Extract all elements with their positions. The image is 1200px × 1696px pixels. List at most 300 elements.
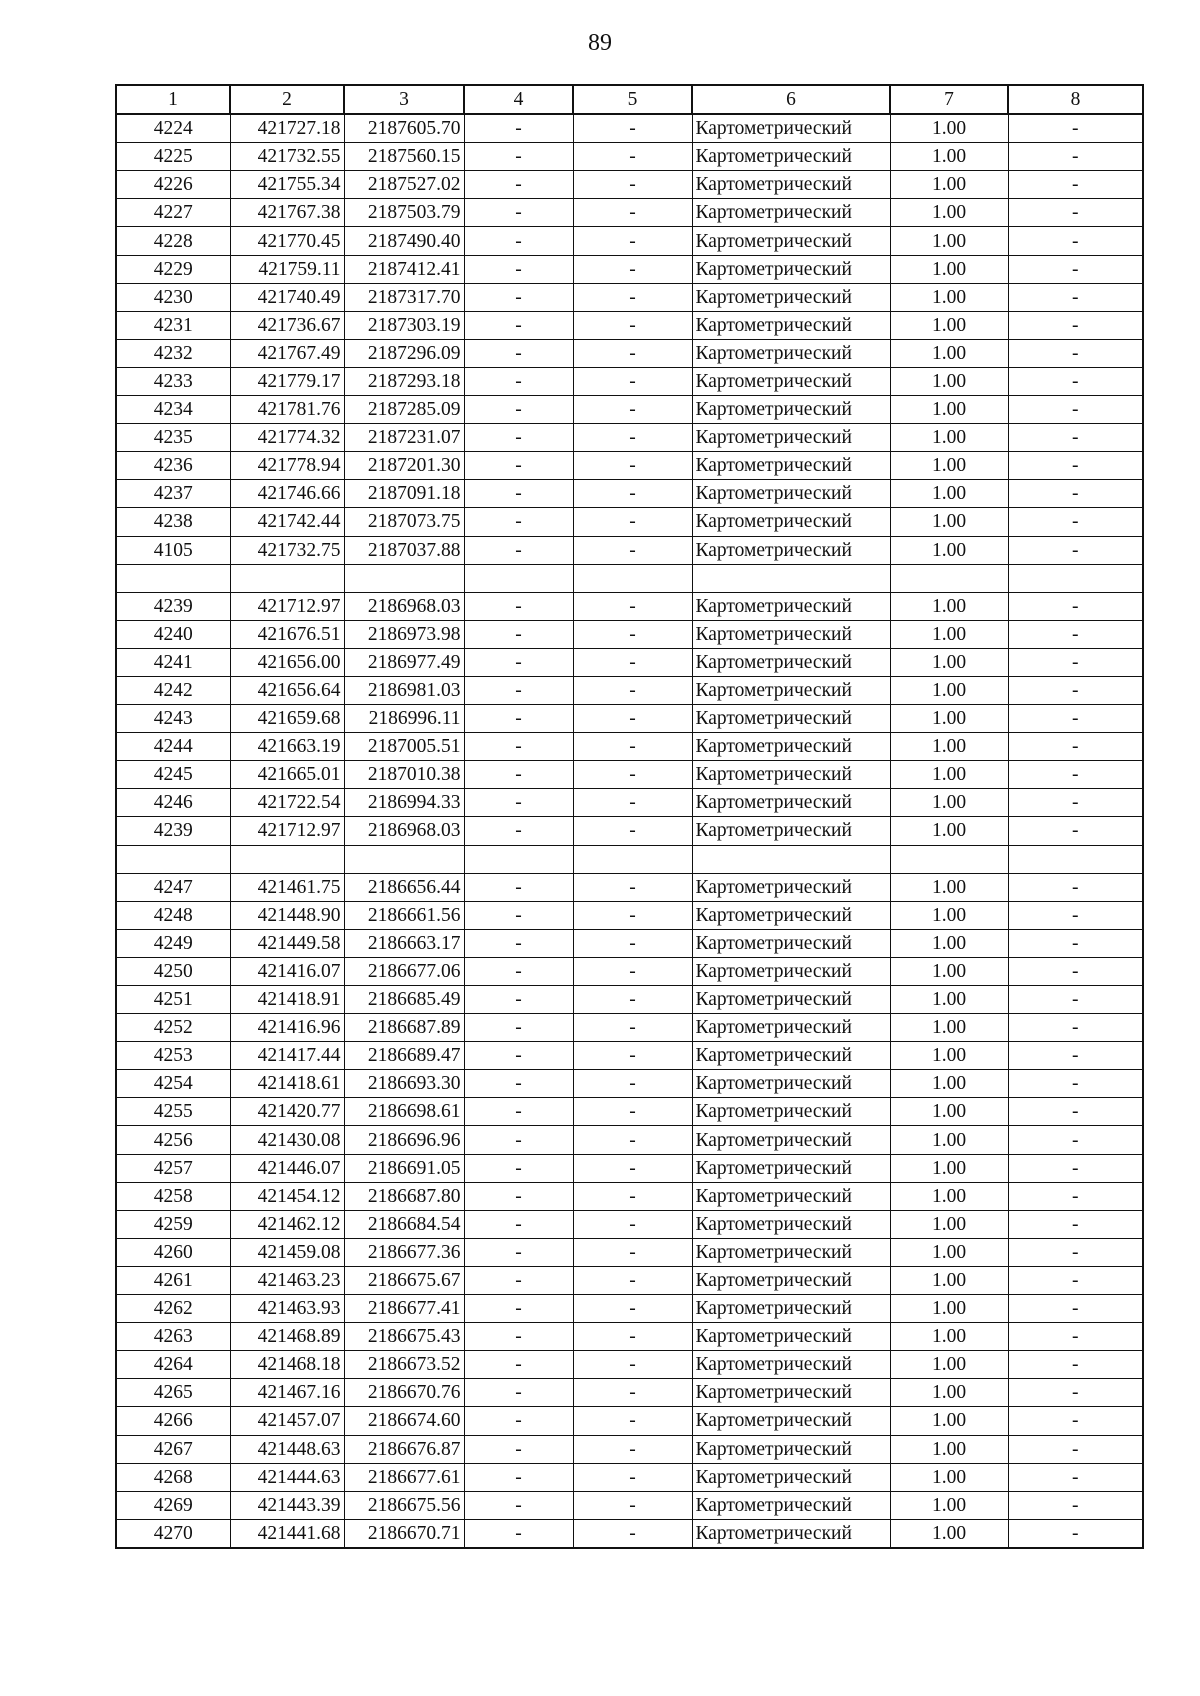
table-cell-col-8: - — [1008, 255, 1143, 283]
table-cell-col-8: - — [1008, 283, 1143, 311]
table-cell-col-5: - — [573, 1210, 692, 1238]
table-row — [116, 1407, 1143, 1435]
table-cell-col-5: - — [573, 508, 692, 536]
table-cell-col-8: - — [1008, 339, 1143, 367]
table-cell-col-3: 2186675.56 — [344, 1491, 464, 1519]
table-cell-col-7: 1.00 — [890, 1379, 1008, 1407]
table-cell-col-6: Картометрический — [692, 648, 890, 676]
table-cell-col-8: - — [1008, 648, 1143, 676]
table-cell-col-8: - — [1008, 480, 1143, 508]
table-cell-col-1: 4231 — [116, 311, 230, 339]
table-cell-col-2: 421676.51 — [230, 620, 344, 648]
table-cell-col-3: 2186675.67 — [344, 1266, 464, 1294]
table-cell-col-6: Картометрический — [692, 199, 890, 227]
table-cell-col-1: 4270 — [116, 1519, 230, 1548]
table-cell-col-3: 2186674.60 — [344, 1407, 464, 1435]
table-cell-col-5: - — [573, 733, 692, 761]
table-cell-col-4: - — [464, 171, 573, 199]
table-cell-col-1: 4235 — [116, 424, 230, 452]
table-row — [116, 1351, 1143, 1379]
table-cell-col-1: 4257 — [116, 1154, 230, 1182]
table-cell-col-4: - — [464, 227, 573, 255]
table-cell-col-7: 1.00 — [890, 480, 1008, 508]
table-cell-col-7: 1.00 — [890, 817, 1008, 845]
table-cell-col-3: 2186670.71 — [344, 1519, 464, 1548]
table-cell-col-6: Картометрический — [692, 1126, 890, 1154]
table-row — [116, 1379, 1143, 1407]
table-cell-col-3: 2186675.43 — [344, 1323, 464, 1351]
table-cell-col-6: Картометрический — [692, 114, 890, 143]
table-cell-col-8: - — [1008, 171, 1143, 199]
table-row — [116, 171, 1143, 199]
table-cell-col-6: Картометрический — [692, 143, 890, 171]
table-row — [116, 705, 1143, 733]
table-cell-col-1: 4241 — [116, 648, 230, 676]
table-cell-col-6: Картометрический — [692, 929, 890, 957]
table-cell-col-5: - — [573, 255, 692, 283]
table-cell-col-8: - — [1008, 1210, 1143, 1238]
table-cell-col-8: - — [1008, 1182, 1143, 1210]
table-cell-col-5: - — [573, 1463, 692, 1491]
table-cell-col-4: - — [464, 1210, 573, 1238]
table-cell-col-8: - — [1008, 143, 1143, 171]
table-cell-col-5: - — [573, 676, 692, 704]
table-cell-col-3: 2186689.47 — [344, 1042, 464, 1070]
table-cell-col-7: 1.00 — [890, 761, 1008, 789]
table-cell-col-5: - — [573, 986, 692, 1014]
table-cell-col-5: - — [573, 620, 692, 648]
page-number: 89 — [588, 30, 612, 56]
table-cell-col-3: 2186677.36 — [344, 1238, 464, 1266]
table-cell-col-7: 1.00 — [890, 1295, 1008, 1323]
table-cell-col-1: 4258 — [116, 1182, 230, 1210]
table-cell-col-7: 1.00 — [890, 114, 1008, 143]
table-cell-col-8: - — [1008, 114, 1143, 143]
table-cell-col-7: 1.00 — [890, 1014, 1008, 1042]
table-cell-col-2: 421774.32 — [230, 424, 344, 452]
table-cell-col-5: - — [573, 311, 692, 339]
table-cell-col-5 — [573, 564, 692, 592]
table-cell-col-3: 2186693.30 — [344, 1070, 464, 1098]
table-row — [116, 1238, 1143, 1266]
table-cell-col-6: Картометрический — [692, 424, 890, 452]
table-cell-col-6: Картометрический — [692, 733, 890, 761]
table-cell-col-5: - — [573, 648, 692, 676]
table-cell-col-7: 1.00 — [890, 536, 1008, 564]
table-cell-col-4: - — [464, 1182, 573, 1210]
table-cell-col-6: Картометрический — [692, 1014, 890, 1042]
table-row — [116, 1154, 1143, 1182]
table-cell-col-6: Картометрический — [692, 986, 890, 1014]
table-cell-col-1: 4264 — [116, 1351, 230, 1379]
table-cell-col-7: 1.00 — [890, 367, 1008, 395]
table-row — [116, 845, 1143, 873]
table-cell-col-2: 421461.75 — [230, 873, 344, 901]
table-cell-col-6: Картометрический — [692, 592, 890, 620]
table-cell-col-5: - — [573, 957, 692, 985]
table-cell-col-6: Картометрический — [692, 452, 890, 480]
table-cell-col-4: - — [464, 199, 573, 227]
table-cell-col-1: 4236 — [116, 452, 230, 480]
table-cell-col-6: Картометрический — [692, 676, 890, 704]
table-cell-col-7: 1.00 — [890, 1070, 1008, 1098]
table-cell-col-6 — [692, 564, 890, 592]
table-cell-col-8: - — [1008, 817, 1143, 845]
table-cell-col-2: 421742.44 — [230, 508, 344, 536]
table-cell-col-7: 1.00 — [890, 1098, 1008, 1126]
table-cell-col-7: 1.00 — [890, 620, 1008, 648]
table-row — [116, 199, 1143, 227]
table-cell-col-2: 421459.08 — [230, 1238, 344, 1266]
table-cell-col-4: - — [464, 648, 573, 676]
table-row — [116, 929, 1143, 957]
table-cell-col-7: 1.00 — [890, 143, 1008, 171]
table-cell-col-7: 1.00 — [890, 676, 1008, 704]
table-cell-col-5: - — [573, 1519, 692, 1548]
table-cell-col-3: 2186661.56 — [344, 901, 464, 929]
table-cell-col-7: 1.00 — [890, 901, 1008, 929]
table-cell-col-1 — [116, 845, 230, 873]
table-cell-col-6: Картометрический — [692, 873, 890, 901]
table-cell-col-7: 1.00 — [890, 648, 1008, 676]
table-row — [116, 620, 1143, 648]
table-cell-col-1: 4251 — [116, 986, 230, 1014]
table-cell-col-8 — [1008, 845, 1143, 873]
table-cell-col-2: 421430.08 — [230, 1126, 344, 1154]
table-cell-col-3: 2187317.70 — [344, 283, 464, 311]
table-cell-col-8: - — [1008, 986, 1143, 1014]
table-cell-col-7: 1.00 — [890, 396, 1008, 424]
table-cell-col-4: - — [464, 114, 573, 143]
table-cell-col-2: 421463.93 — [230, 1295, 344, 1323]
table-cell-col-1: 4239 — [116, 592, 230, 620]
table-cell-col-5: - — [573, 817, 692, 845]
table-cell-col-8: - — [1008, 957, 1143, 985]
table-cell-col-6: Картометрический — [692, 1210, 890, 1238]
table-row — [116, 114, 1143, 143]
table-cell-col-6: Картометрический — [692, 1182, 890, 1210]
table-cell-col-7: 1.00 — [890, 311, 1008, 339]
table-cell-col-2: 421446.07 — [230, 1154, 344, 1182]
table-cell-col-7: 1.00 — [890, 1463, 1008, 1491]
table-row — [116, 648, 1143, 676]
column-header: 1 — [116, 85, 230, 114]
table-cell-col-4: - — [464, 705, 573, 733]
table-cell-col-8: - — [1008, 452, 1143, 480]
table-cell-col-2: 421732.75 — [230, 536, 344, 564]
table-cell-col-2: 421462.12 — [230, 1210, 344, 1238]
table-cell-col-1: 4247 — [116, 873, 230, 901]
table-cell-col-4: - — [464, 1014, 573, 1042]
table-cell-col-2: 421727.18 — [230, 114, 344, 143]
table-cell-col-5: - — [573, 339, 692, 367]
table-cell-col-1: 4105 — [116, 536, 230, 564]
table-cell-col-1: 4240 — [116, 620, 230, 648]
table-row — [116, 396, 1143, 424]
table-row — [116, 536, 1143, 564]
table-cell-col-4: - — [464, 508, 573, 536]
table-cell-col-3: 2187560.15 — [344, 143, 464, 171]
table-cell-col-7: 1.00 — [890, 733, 1008, 761]
table-cell-col-7: 1.00 — [890, 199, 1008, 227]
table-cell-col-5: - — [573, 171, 692, 199]
table-cell-col-8: - — [1008, 873, 1143, 901]
table-cell-col-8: - — [1008, 676, 1143, 704]
table-row — [116, 1323, 1143, 1351]
table-cell-col-3: 2186677.06 — [344, 957, 464, 985]
table-cell-col-1: 4224 — [116, 114, 230, 143]
table-cell-col-3 — [344, 845, 464, 873]
table-cell-col-7: 1.00 — [890, 957, 1008, 985]
table-cell-col-8: - — [1008, 1379, 1143, 1407]
table-cell-col-1: 4265 — [116, 1379, 230, 1407]
table-cell-col-3: 2187293.18 — [344, 367, 464, 395]
table-cell-col-8: - — [1008, 367, 1143, 395]
table-cell-col-4: - — [464, 1463, 573, 1491]
table-cell-col-7: 1.00 — [890, 1238, 1008, 1266]
table-cell-col-2: 421420.77 — [230, 1098, 344, 1126]
table-cell-col-1 — [116, 564, 230, 592]
table-cell-col-5: - — [573, 199, 692, 227]
table-cell-col-3: 2187285.09 — [344, 396, 464, 424]
table-cell-col-2: 421732.55 — [230, 143, 344, 171]
table-cell-col-8: - — [1008, 592, 1143, 620]
table-cell-col-4: - — [464, 339, 573, 367]
table-row — [116, 1435, 1143, 1463]
table-cell-col-2: 421767.49 — [230, 339, 344, 367]
table-cell-col-4: - — [464, 452, 573, 480]
table-cell-col-8: - — [1008, 508, 1143, 536]
table-row — [116, 508, 1143, 536]
column-header: 7 — [890, 85, 1008, 114]
table-cell-col-7: 1.00 — [890, 1154, 1008, 1182]
table-cell-col-3: 2187231.07 — [344, 424, 464, 452]
table-cell-col-5: - — [573, 143, 692, 171]
table-cell-col-8: - — [1008, 1435, 1143, 1463]
table-cell-col-8: - — [1008, 789, 1143, 817]
table-cell-col-6: Картометрический — [692, 283, 890, 311]
table-cell-col-5: - — [573, 789, 692, 817]
table-cell-col-1: 4253 — [116, 1042, 230, 1070]
table-cell-col-6: Картометрический — [692, 1266, 890, 1294]
table-cell-col-7: 1.00 — [890, 227, 1008, 255]
table-cell-col-7 — [890, 845, 1008, 873]
table-cell-col-8: - — [1008, 536, 1143, 564]
table-cell-col-3: 2187091.18 — [344, 480, 464, 508]
table-row — [116, 761, 1143, 789]
table-row — [116, 311, 1143, 339]
table-cell-col-4: - — [464, 1435, 573, 1463]
table-cell-col-6: Картометрический — [692, 901, 890, 929]
table-cell-col-5 — [573, 845, 692, 873]
table-cell-col-5: - — [573, 396, 692, 424]
table-cell-col-8: - — [1008, 396, 1143, 424]
table-cell-col-3: 2187037.88 — [344, 536, 464, 564]
table-cell-col-8: - — [1008, 1042, 1143, 1070]
table-cell-col-6: Картометрический — [692, 761, 890, 789]
table-cell-col-4: - — [464, 1295, 573, 1323]
table-cell-col-2: 421468.89 — [230, 1323, 344, 1351]
table-cell-col-7: 1.00 — [890, 1435, 1008, 1463]
table-row — [116, 817, 1143, 845]
table-cell-col-6: Картометрический — [692, 1491, 890, 1519]
table-cell-col-2: 421656.00 — [230, 648, 344, 676]
table-cell-col-5: - — [573, 1042, 692, 1070]
table-cell-col-1: 4243 — [116, 705, 230, 733]
table-cell-col-8: - — [1008, 929, 1143, 957]
table-cell-col-1: 4225 — [116, 143, 230, 171]
table-cell-col-1: 4233 — [116, 367, 230, 395]
table-cell-col-5: - — [573, 705, 692, 733]
table-cell-col-8: - — [1008, 733, 1143, 761]
table-row — [116, 1519, 1143, 1548]
table-cell-col-6: Картометрический — [692, 1154, 890, 1182]
column-header: 5 — [573, 85, 692, 114]
table-cell-col-4: - — [464, 1070, 573, 1098]
table-cell-col-2: 421418.91 — [230, 986, 344, 1014]
column-header: 2 — [230, 85, 344, 114]
table-cell-col-7: 1.00 — [890, 339, 1008, 367]
table-cell-col-7: 1.00 — [890, 508, 1008, 536]
table-cell-col-8: - — [1008, 227, 1143, 255]
table-cell-col-6: Картометрический — [692, 957, 890, 985]
table-cell-col-5: - — [573, 1435, 692, 1463]
table-cell-col-5: - — [573, 480, 692, 508]
table-cell-col-4: - — [464, 255, 573, 283]
table-cell-col-7: 1.00 — [890, 1519, 1008, 1548]
table-cell-col-1: 4238 — [116, 508, 230, 536]
table-cell-col-4: - — [464, 1098, 573, 1126]
table-cell-col-2: 421755.34 — [230, 171, 344, 199]
table-row — [116, 143, 1143, 171]
table-cell-col-1: 4250 — [116, 957, 230, 985]
table-cell-col-8: - — [1008, 1463, 1143, 1491]
table-cell-col-8 — [1008, 564, 1143, 592]
table-cell-col-5: - — [573, 1126, 692, 1154]
table-cell-col-4: - — [464, 536, 573, 564]
table-row — [116, 1210, 1143, 1238]
table-cell-col-6: Картометрический — [692, 705, 890, 733]
table-cell-col-3: 2186673.52 — [344, 1351, 464, 1379]
table-cell-col-5: - — [573, 1098, 692, 1126]
table-cell-col-5: - — [573, 592, 692, 620]
table-row — [116, 1014, 1143, 1042]
table-cell-col-3: 2186968.03 — [344, 592, 464, 620]
table-cell-col-6: Картометрический — [692, 1407, 890, 1435]
table-cell-col-2: 421712.97 — [230, 592, 344, 620]
table-cell-col-2: 421467.16 — [230, 1379, 344, 1407]
table-cell-col-3: 2186670.76 — [344, 1379, 464, 1407]
table-cell-col-5: - — [573, 1182, 692, 1210]
table-cell-col-7: 1.00 — [890, 1126, 1008, 1154]
table-cell-col-2: 421416.96 — [230, 1014, 344, 1042]
table-cell-col-6: Картометрический — [692, 817, 890, 845]
table-cell-col-4: - — [464, 1238, 573, 1266]
table-cell-col-5: - — [573, 1351, 692, 1379]
table-cell-col-7: 1.00 — [890, 1182, 1008, 1210]
table-cell-col-3: 2186677.41 — [344, 1295, 464, 1323]
table-cell-col-8: - — [1008, 620, 1143, 648]
table-cell-col-4: - — [464, 283, 573, 311]
table-cell-col-3: 2186994.33 — [344, 789, 464, 817]
table-cell-col-3: 2186996.11 — [344, 705, 464, 733]
table-cell-col-3: 2187005.51 — [344, 733, 464, 761]
table-cell-col-1: 4262 — [116, 1295, 230, 1323]
table-cell-col-8: - — [1008, 901, 1143, 929]
table-cell-col-6: Картометрический — [692, 1351, 890, 1379]
table-cell-col-1: 4269 — [116, 1491, 230, 1519]
table-row — [116, 424, 1143, 452]
table-cell-col-4: - — [464, 143, 573, 171]
table-row — [116, 873, 1143, 901]
table-cell-col-7 — [890, 564, 1008, 592]
table-cell-col-3: 2186968.03 — [344, 817, 464, 845]
table-cell-col-5: - — [573, 367, 692, 395]
table-row — [116, 1266, 1143, 1294]
table-row — [116, 986, 1143, 1014]
table-cell-col-2: 421712.97 — [230, 817, 344, 845]
table-cell-col-6: Картометрический — [692, 1295, 890, 1323]
table-cell-col-7: 1.00 — [890, 705, 1008, 733]
table-cell-col-3: 2187073.75 — [344, 508, 464, 536]
table-cell-col-2: 421665.01 — [230, 761, 344, 789]
table-cell-col-4: - — [464, 1154, 573, 1182]
table-cell-col-1: 4228 — [116, 227, 230, 255]
table-cell-col-3: 2186656.44 — [344, 873, 464, 901]
table-cell-col-8: - — [1008, 1491, 1143, 1519]
table-cell-col-2: 421416.07 — [230, 957, 344, 985]
table-cell-col-4: - — [464, 311, 573, 339]
table-cell-col-6: Картометрический — [692, 789, 890, 817]
table-row — [116, 733, 1143, 761]
table-cell-col-2: 421736.67 — [230, 311, 344, 339]
table-cell-col-3: 2186981.03 — [344, 676, 464, 704]
table-cell-col-2: 421417.44 — [230, 1042, 344, 1070]
table-cell-col-4: - — [464, 1323, 573, 1351]
table-cell-col-6: Картометрический — [692, 1323, 890, 1351]
table-cell-col-4: - — [464, 733, 573, 761]
table-cell-col-2: 421418.61 — [230, 1070, 344, 1098]
table-cell-col-7: 1.00 — [890, 171, 1008, 199]
table-cell-col-5: - — [573, 901, 692, 929]
table-cell-col-2: 421656.64 — [230, 676, 344, 704]
table-cell-col-6: Картометрический — [692, 536, 890, 564]
table-row — [116, 255, 1143, 283]
table-row — [116, 452, 1143, 480]
table-cell-col-1: 4268 — [116, 1463, 230, 1491]
table-cell-col-3: 2186696.96 — [344, 1126, 464, 1154]
table-cell-col-2 — [230, 845, 344, 873]
table-cell-col-6 — [692, 845, 890, 873]
table-cell-col-2: 421778.94 — [230, 452, 344, 480]
table-cell-col-8: - — [1008, 311, 1143, 339]
table-cell-col-1: 4263 — [116, 1323, 230, 1351]
table-row — [116, 1070, 1143, 1098]
table-cell-col-8: - — [1008, 761, 1143, 789]
table-cell-col-8: - — [1008, 1070, 1143, 1098]
table-cell-col-2: 421781.76 — [230, 396, 344, 424]
table-cell-col-2 — [230, 564, 344, 592]
table-cell-col-8: - — [1008, 1323, 1143, 1351]
table-cell-col-2: 421759.11 — [230, 255, 344, 283]
table-cell-col-8: - — [1008, 705, 1143, 733]
table-cell-col-6: Картометрический — [692, 1070, 890, 1098]
table-cell-col-3: 2187296.09 — [344, 339, 464, 367]
table-cell-col-1: 4242 — [116, 676, 230, 704]
table-cell-col-5: - — [573, 227, 692, 255]
table-cell-col-5: - — [573, 873, 692, 901]
column-header: 3 — [344, 85, 464, 114]
